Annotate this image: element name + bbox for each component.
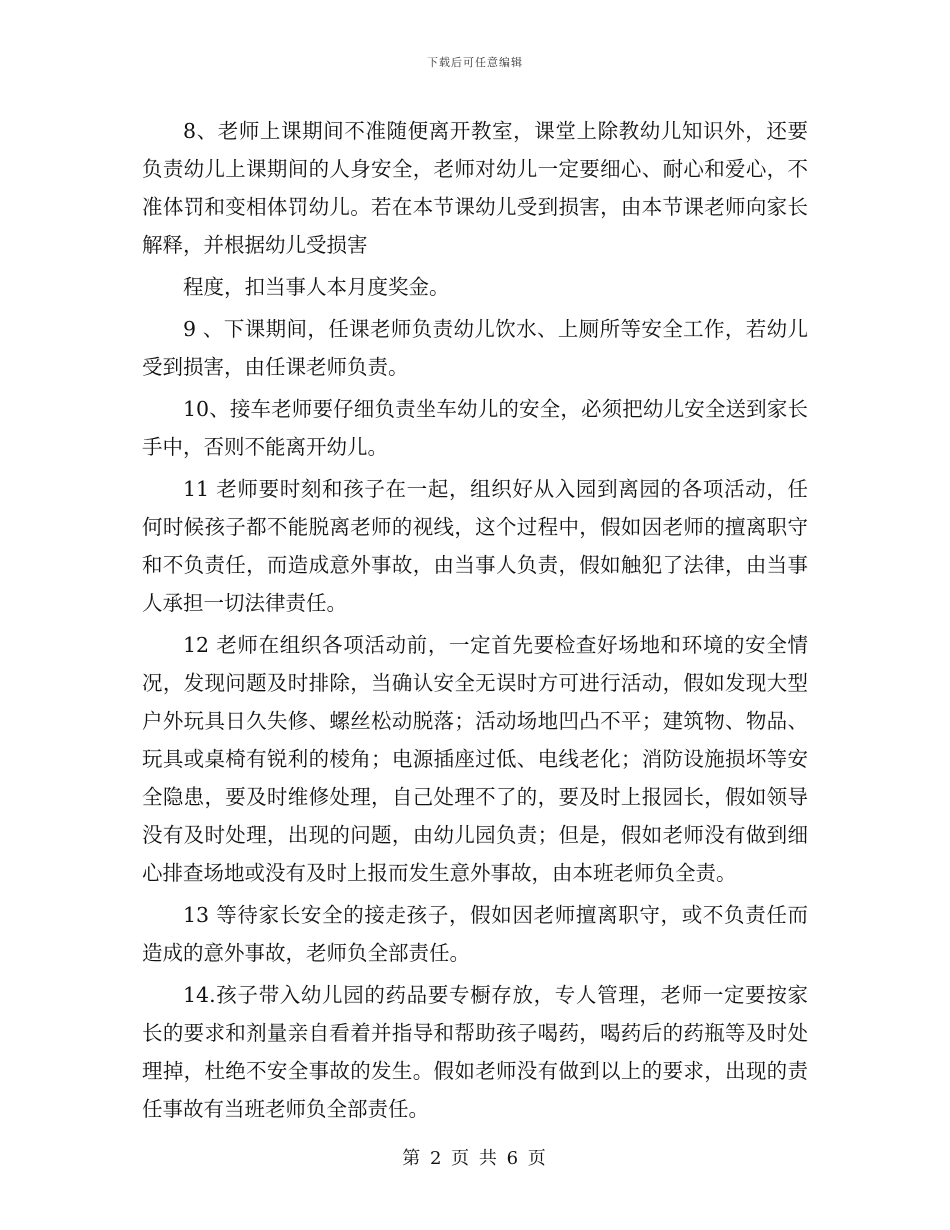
paragraph-item-12: 12 老师在组织各项活动前，一定首先要检查好场地和环境的安全情况，发现问题及时排除，当确认安全无误时方可进行活动，假如发现大型户外玩具日久失修、螺丝松动脱落；活动场地凹凸不平；建筑物、物品、玩具或桌椅有锐利的棱角；电源插座过低、电线老化；消防设施损坏等安全隐患，要及时维修处理，自己处理不了的，要及时上报园长，假如领导没有及时处理，出现的问题，由幼儿园负责；但是，假如老师没有做到细心排查场地或没有及时上报而发生意外事故，由本班老师负全责。 — [142, 633, 808, 885]
page-number-footer: 第 2 页 共 6 页 — [402, 1148, 548, 1169]
document-body — [142, 112, 808, 1132]
paragraph-item-8: 8、老师上课期间不准随便离开教室，课堂上除教幼儿知识外，还要负责幼儿上课期间的人身安全，老师对幼儿一定要细心、耐心和爱心，不准体罚和变相体罚幼儿。若在本节课幼儿受到损害，由本节课老师向家长解释，并根据幼儿受损害 — [142, 119, 808, 257]
paragraph-item-8-continuation: 程度，扣当事人本月度奖金。 — [183, 275, 450, 299]
paragraph-item-9: 9 、下课期间，任课老师负责幼儿饮水、上厕所等安全工作，若幼儿受到损害，由任课老师负责。 — [142, 317, 808, 379]
paragraph-item-13: 13 等待家长安全的接走孩子，假如因老师擅离职守，或不负责任而造成的意外事故，老师负全部责任。 — [142, 903, 808, 965]
paragraph-item-14: 14.孩子带入幼儿园的药品要专橱存放，专人管理，老师一定要按家长的要求和剂量亲自看着并指导和帮助孩子喝药，喝药后的药瓶等及时处理掉，杜绝不安全事故的发生。假如老师没有做到以上的要求，出现的责任事故有当班老师负全部责任。 — [142, 983, 808, 1121]
paragraph-item-11: 11 老师要时刻和孩子在一起，组织好从入园到离园的各项活动，任何时候孩子都不能脱离老师的视线，这个过程中，假如因老师的擅离职守和不负责任，而造成意外事故，由当事人负责，假如触犯了法律，由当事人承担一切法律责任。 — [142, 477, 808, 615]
page-header: 下载后可任意编辑 — [427, 56, 523, 69]
paragraph-item-10: 10、接车老师要仔细负责坐车幼儿的安全，必须把幼儿安全送到家长手中，否则不能离开幼儿。 — [142, 397, 808, 459]
